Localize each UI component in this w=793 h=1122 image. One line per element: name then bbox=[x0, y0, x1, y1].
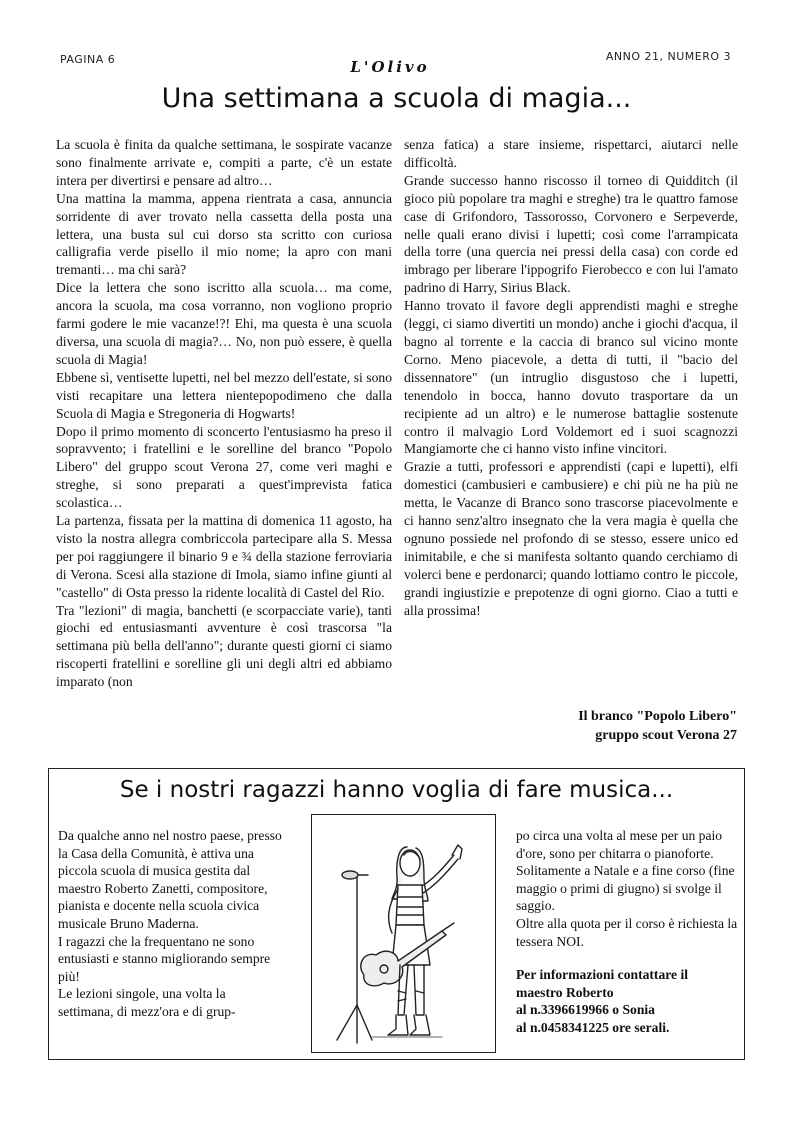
paragraph: Le lezioni singole, una volta la settimana, di mezz'ora e di grup- bbox=[58, 986, 236, 1019]
music-left-column bbox=[58, 827, 283, 1021]
article-left-column bbox=[56, 136, 392, 691]
paragraph: Una mattina la mamma, appena rientrata a casa, annuncia sorridente di aver trovato nella cassetta della posta una lettera, una busta sul cui dorso sta scritto con curiosa calligrafia verde pisello il mio nome; la apro con mani tremanti… ma chi sarà? bbox=[56, 190, 392, 278]
paragraph: Dice la lettera che sono iscritto alla scuola… ma come, ancora la scuola, ma cosa vorranno, non vogliono proprio farmi godere le mie vacanze!?! Ehi, ma questa è una scuola diversa, una scuola di magia?… No, non può essere, è quella scuola di Magia! bbox=[56, 280, 392, 367]
music-article-box bbox=[48, 768, 745, 1060]
paragraph: Grande successo hanno riscosso il torneo di Quidditch (il gioco più popolare tra maghi e streghe) tra le quattro famose case di Grifondoro, Tassorosso, Corvonero e Serpeverde, nelle quali erano divisi i lupetti; così come l'arrampicata della torre (una quercia nei pressi della casa) con corde ed imbrago per liberare l'ippogrifo Fierobecco e con lui l'amato padrino di Harry, Sirius Black. bbox=[404, 172, 738, 296]
contact-line: Per informazioni contattare il bbox=[516, 967, 689, 983]
issue-info: ANNO 21, NUMERO 3 bbox=[605, 50, 731, 63]
paragraph: I ragazzi che la frequentano ne sono entusiasti e stanno migliorando sempre più! bbox=[58, 933, 271, 984]
paragraph: Tra "lezioni" di magia, banchetti (e scorpacciate varie), tanti giochi ed entusiasmanti avventure è così trascorsa "la settimana più bella dell'anno"; durante questi giorni ci siamo riscoperti fratellini e sorelline gli uni degli altri ed abbiamo imparato (non bbox=[56, 602, 392, 690]
paragraph: Hanno trovato il favore degli apprendisti maghi e streghe (leggi, ci siamo divertiti un mondo) anche i giochi d'acqua, il bagno al torrente e la caccia di branco sul vicino monte Corno. Meno piacevole, a detta di tutti, il "bacio del dissennatore" (un intruglio disgustoso che i lupetti, tenendolo in bocca, hanno dovuto trasportare da un recipiente ad un altro) e le numerose battaglie sostenute contro il malvagio Lord Voldemort ed i suoi scagnozzi Mangiamorte che ci hanno visto infine vincitori. bbox=[404, 298, 738, 457]
paragraph: po circa una volta al mese per un paio d'ore, sono per chitarra o pianoforte. Solitamente a Natale e a fine corso (fine maggio o primi di giugno) si svolge il saggio. bbox=[516, 828, 735, 914]
article-signature bbox=[407, 707, 737, 745]
paragraph: La scuola è finita da qualche settimana, le sospirate vacanze sono finalmente arrivate e, compiti a parte, c'è un estate intera per divertirsi e pensare ad altro… bbox=[56, 137, 392, 188]
page-number: PAGINA 6 bbox=[60, 53, 116, 66]
contact-info bbox=[516, 966, 738, 1036]
paragraph: Grazie a tutti, professori e apprendisti (capi e lupetti), elfi domestici (cambusieri e cambusiere) e chi più ne ha più ne metta, le Vacanze di Branco sono trascorse piacevolmente e ci hanno senz'altro insegnato che la vera magia è quella che ognuno possiede nel profondo di se stesso, essere unico ed inimitabile, e che si manifesta soltanto quando cerchiamo di volerci bene e perdonarci; quando lottiamo contro le piccole, grandi ingiustizie e prepotenze di ogni giorno. Ciao a tutti e alla prossima! bbox=[404, 459, 738, 618]
contact-line: maestro Roberto bbox=[516, 984, 614, 1000]
signature-line: Il branco "Popolo Libero" bbox=[578, 709, 737, 724]
music-right-column bbox=[516, 827, 738, 1037]
article-right-column bbox=[404, 136, 738, 619]
contact-line: al n.0458341225 ore serali. bbox=[516, 1019, 670, 1035]
paragraph: Da qualche anno nel nostro paese, presso la Casa della Comunità, è attiva una piccola scuola di musica gestita dal maestro Roberto Zanetti, compositore, pianista e docente nella scuola civica musicale Bruno Maderna. bbox=[58, 828, 282, 931]
masthead: L'Olivo bbox=[350, 58, 430, 76]
paragraph: Oltre alla quota per il corso è richiesta la tessera NOI. bbox=[516, 915, 738, 949]
paragraph: La partenza, fissata per la mattina di domenica 11 agosto, ha visto la nostra allegra combriccola partecipare alla S. Messa per poi raggiungere il binario 9 e ¾ della stazione ferroviaria di Verona. Scesi alla stazione di Imola, siamo infine giunti al "castello" di Osta presso la ridente località di Castel del Rio. bbox=[56, 513, 392, 600]
music-article-title: Se i nostri ragazzi hanno voglia di fare musica... bbox=[119, 777, 674, 803]
contact-line: al n.3396619966 o Sonia bbox=[516, 1002, 655, 1018]
signature-line: gruppo scout Verona 27 bbox=[595, 728, 737, 743]
paragraph: Dopo il primo momento di sconcerto l'entusiasmo ha preso il sopravvento; i fratellini e le sorelline del branco "Popolo Libero" del gruppo scout Verona 27, come veri maghi e streghe, si sono preparati a quest'imprevista fatica scolastica… bbox=[56, 423, 392, 511]
paragraph: senza fatica) a stare insieme, rispettarci, aiutarci nelle difficoltà. bbox=[404, 137, 738, 170]
paragraph: Ebbene sì, ventisette lupetti, nel bel mezzo dell'estate, si sono visti recapitare una lettera nientepopodimeno che dalla Scuola di Magia e Stregoneria di Hogwarts! bbox=[56, 369, 392, 421]
guitarist-girl-illustration-icon bbox=[311, 814, 496, 1053]
article-title: Una settimana a scuola di magia... bbox=[161, 83, 632, 114]
